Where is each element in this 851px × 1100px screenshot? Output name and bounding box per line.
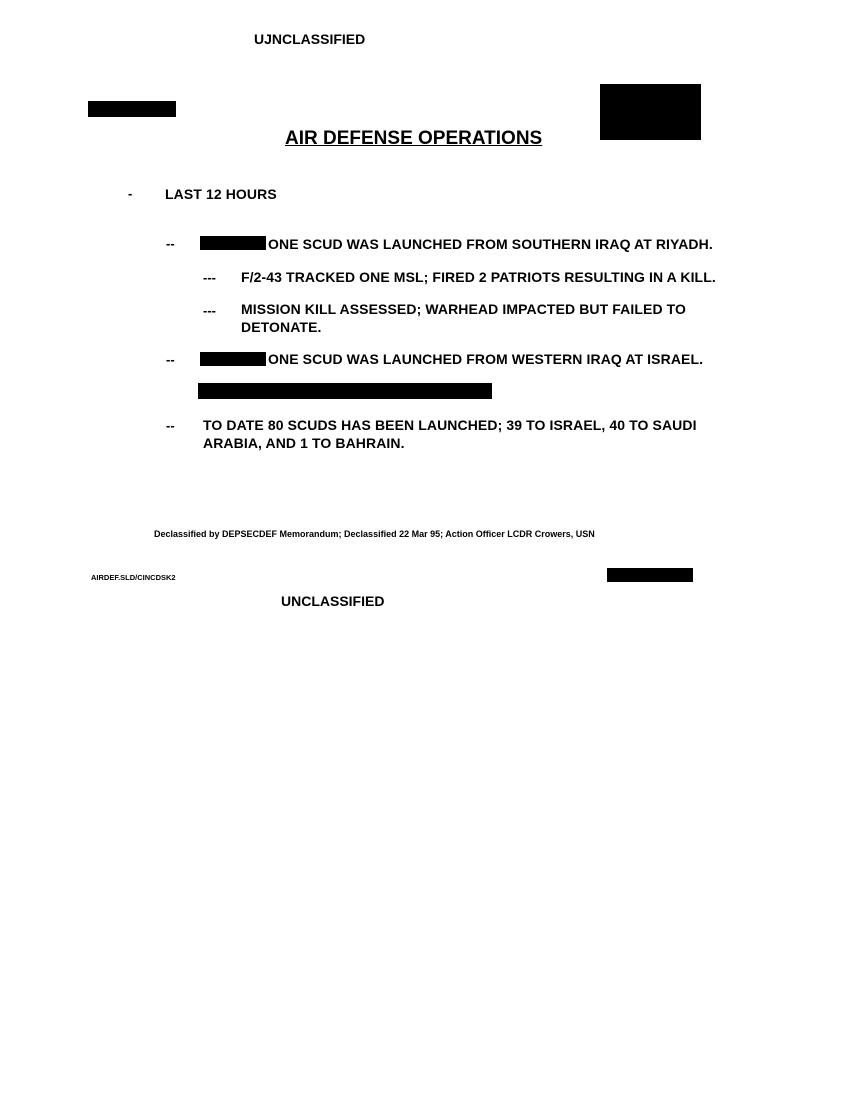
redacted-line <box>198 383 492 399</box>
item-5-text-line1: TO DATE 80 SCUDS HAS BEEN LAUNCHED; 39 TO ISRAEL, 40 TO SAUDI <box>203 417 697 433</box>
item-4-redaction <box>200 352 266 366</box>
redaction-block-footer <box>607 568 693 582</box>
item-2-marker: --- <box>203 270 216 285</box>
file-reference: AIRDEF.SLD/CINCDSK2 <box>91 573 176 582</box>
item-3-text-line1: MISSION KILL ASSESSED; WARHEAD IMPACTED BUT FAILED TO <box>241 301 687 317</box>
item-5-marker: -- <box>166 418 175 433</box>
item-4-marker: -- <box>166 352 175 367</box>
item-3-marker: --- <box>203 303 216 318</box>
item-1-text: ONE SCUD WAS LAUNCHED FROM SOUTHERN IRAQ AT RIYADH. <box>268 236 713 252</box>
declassification-note: Declassified by DEPSECDEF Memorandum; Declassified 22 Mar 95; Action Officer LCDR Crowers, USN <box>154 529 595 539</box>
redaction-block-top-right <box>600 84 701 140</box>
page-title: AIR DEFENSE OPERATIONS <box>285 128 543 149</box>
redaction-block-top-left <box>88 101 176 117</box>
header-classification: UJNCLASSIFIED <box>254 31 366 47</box>
footer-classification: UNCLASSIFIED <box>281 593 385 609</box>
bullet-marker: - <box>128 186 133 201</box>
item-5-text-line2: ARABIA, AND 1 TO BAHRAIN. <box>203 435 405 451</box>
item-1-redaction <box>200 236 266 250</box>
item-2-text: F/2-43 TRACKED ONE MSL; FIRED 2 PATRIOTS RESULTING IN A KILL. <box>241 269 716 285</box>
item-3-text-line2: DETONATE. <box>241 319 322 335</box>
bullet-heading: LAST 12 HOURS <box>165 186 277 202</box>
item-4-text: ONE SCUD WAS LAUNCHED FROM WESTERN IRAQ AT ISRAEL. <box>268 351 704 367</box>
item-1-marker: -- <box>166 236 175 251</box>
